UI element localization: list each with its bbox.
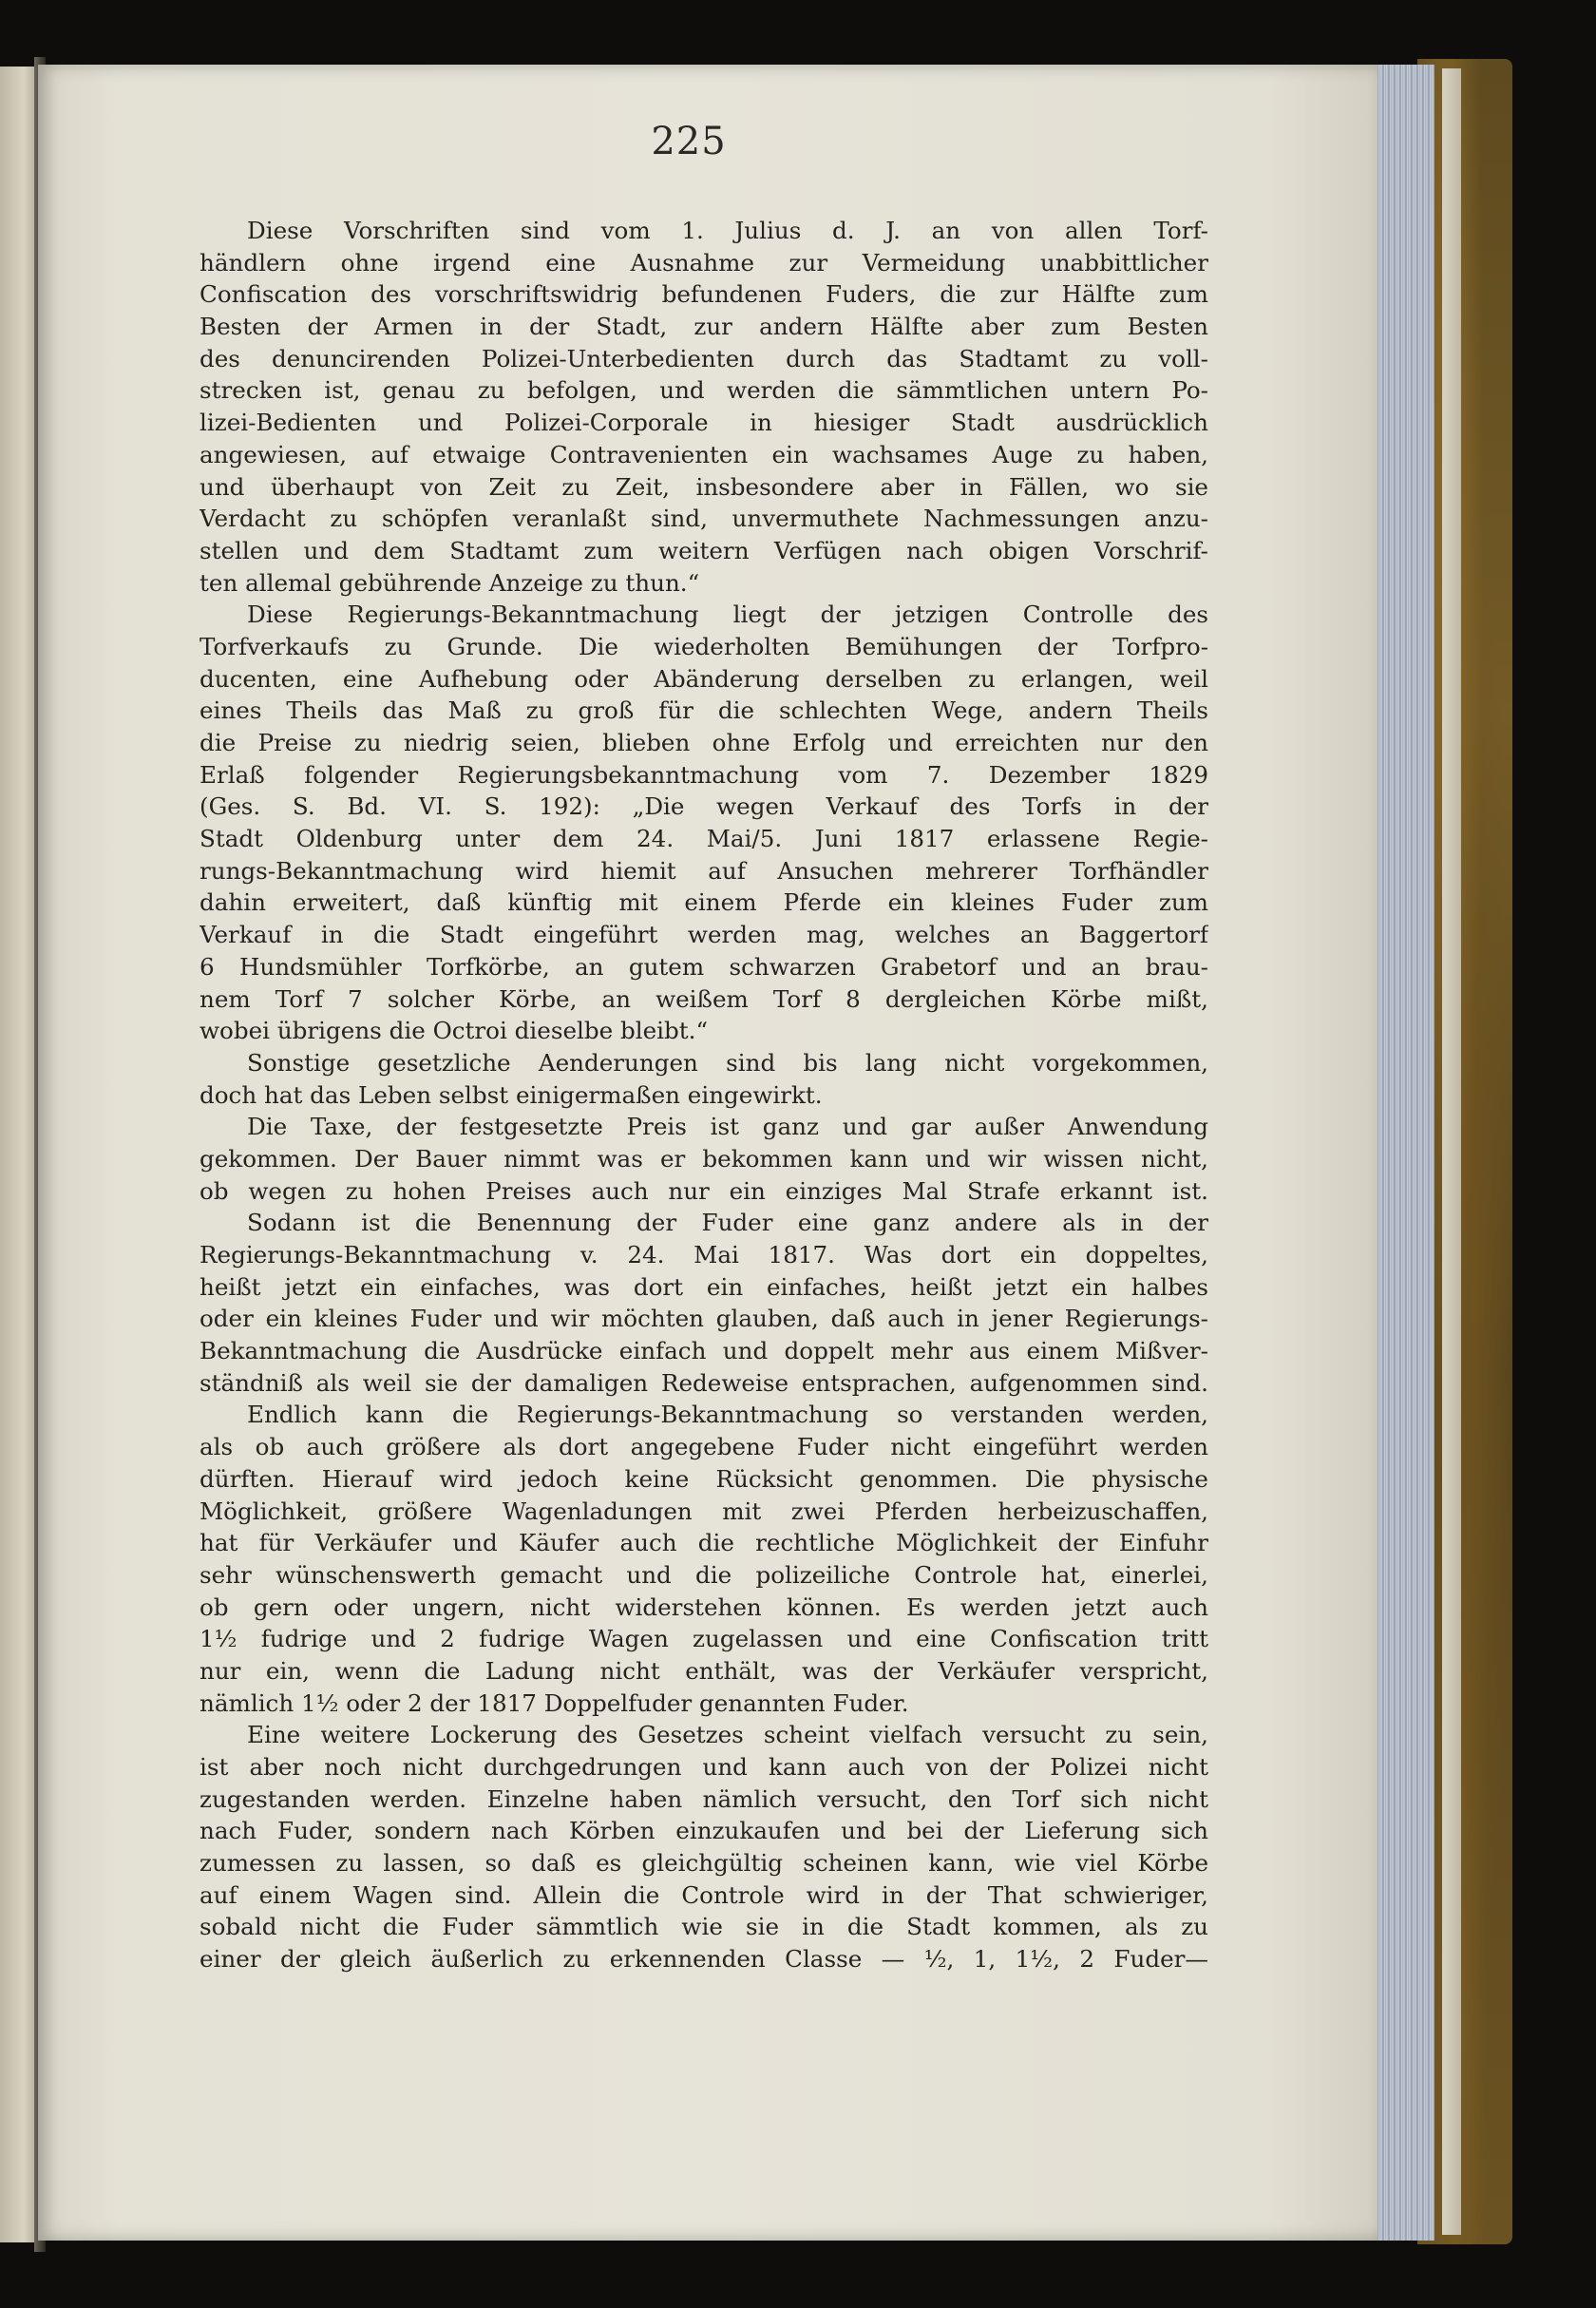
text-line: Endlich kann die Regierungs-Bekanntmachung so verstanden werden, bbox=[247, 1401, 1208, 1429]
text-line: und überhaupt von Zeit zu Zeit, insbesondere aber in Fällen, wo sie bbox=[200, 472, 1208, 501]
text-line: 6 Hundsmühler Torfkörbe, an gutem schwarzen Grabetorf und an brau- bbox=[200, 952, 1208, 981]
text-line: zumessen zu lassen, so daß es gleichgültig scheinen kann, wie viel Körbe bbox=[200, 1849, 1208, 1878]
text-line: Sodann ist die Benennung der Fuder eine ganz andere als in der bbox=[247, 1209, 1208, 1237]
cover-inner-edge bbox=[1442, 68, 1461, 2235]
text-line: als ob auch größere als dort angegebene Fuder nicht eingeführt werden bbox=[200, 1433, 1208, 1461]
text-line: ist aber noch nicht durchgedrungen und kann auch von der Polizei nicht bbox=[200, 1753, 1208, 1781]
text-line: gekommen. Der Bauer nimmt was er bekommen kann und wir wissen nicht, bbox=[200, 1144, 1208, 1173]
text-line: zugestanden werden. Einzelne haben nämlich versucht, den Torf sich nicht bbox=[200, 1784, 1208, 1813]
text-line: Bekanntmachung die Ausdrücke einfach und doppelt mehr aus einem Mißver- bbox=[200, 1337, 1208, 1365]
page-number: 225 bbox=[651, 120, 727, 163]
text-line: händlern ohne irgend eine Ausnahme zur Vermeidung unabbittlicher bbox=[200, 248, 1208, 277]
text-line: strecken ist, genau zu befolgen, und werden die sämmtlichen untern Po- bbox=[200, 376, 1208, 405]
text-line: Eine weitere Lockerung des Gesetzes scheint vielfach versucht zu sein, bbox=[247, 1721, 1208, 1749]
text-line: doch hat das Leben selbst einigermaßen eingewirkt. bbox=[200, 1080, 823, 1109]
text-line: Verkauf in die Stadt eingeführt werden mag, welches an Baggertorf bbox=[200, 921, 1208, 949]
text-line: Diese Regierungs-Bekanntmachung liegt der jetzigen Controlle des bbox=[247, 601, 1208, 629]
text-line: ducenten, eine Aufhebung oder Abänderung derselben zu erlangen, weil bbox=[200, 664, 1208, 693]
body-text bbox=[200, 215, 1208, 1975]
page-block-edges bbox=[1374, 65, 1434, 2241]
text-line: dahin erweitert, daß künftig mit einem Pferde ein kleines Fuder zum bbox=[200, 888, 1208, 917]
text-line: heißt jetzt ein einfaches, was dort ein einfaches, heißt jetzt ein halbes bbox=[200, 1272, 1208, 1301]
text-line: Sonstige gesetzliche Aenderungen sind bis lang nicht vorgekommen, bbox=[247, 1048, 1208, 1077]
text-line: des denuncirenden Polizei-Unterbedienten durch das Stadtamt zu voll- bbox=[200, 344, 1208, 372]
text-line: (Ges. S. Bd. VI. S. 192): „Die wegen Verkauf des Torfs in der bbox=[200, 792, 1208, 821]
text-line: Möglichkeit, größere Wagenladungen mit zwei Pferden herbeizuschaffen, bbox=[200, 1497, 1208, 1525]
text-line: Besten der Armen in der Stadt, zur andern Hälfte aber zum Besten bbox=[200, 313, 1208, 341]
text-line: nur ein, wenn die Ladung nicht enthält, was der Verkäufer verspricht, bbox=[200, 1656, 1208, 1685]
text-line: Torfverkaufs zu Grunde. Die wiederholten Bemühungen der Torfpro- bbox=[200, 632, 1208, 660]
text-line: hat für Verkäufer und Käufer auch die rechtliche Möglichkeit der Einfuhr bbox=[200, 1529, 1208, 1557]
text-line: nach Fuder, sondern nach Körben einzukaufen und bei der Lieferung sich bbox=[200, 1817, 1208, 1845]
text-line: Die Taxe, der festgesetzte Preis ist ganz und gar außer Anwendung bbox=[247, 1113, 1208, 1141]
text-line: Verdacht zu schöpfen veranlaßt sind, unvermuthete Nachmessungen anzu- bbox=[200, 505, 1208, 533]
text-line: Diese Vorschriften sind vom 1. Julius d. J. an von allen Torf- bbox=[247, 217, 1208, 244]
text-line: Confiscation des vorschriftswidrig befundenen Fuders, die zur Hälfte zum bbox=[200, 280, 1208, 309]
text-line: rungs-Bekanntmachung wird hiemit auf Ansuchen mehrerer Torfhändler bbox=[200, 856, 1208, 885]
text-line: sehr wünschenswerth gemacht und die polizeiliche Controle hat, einerlei, bbox=[200, 1560, 1208, 1589]
text-line: ten allemal gebührende Anzeige zu thun.“ bbox=[200, 568, 700, 597]
text-line: ständniß als weil sie der damaligen Redeweise entsprachen, aufgenommen sind. bbox=[200, 1368, 1208, 1397]
text-line: auf einem Wagen sind. Allein die Controle wird in der That schwieriger, bbox=[200, 1880, 1208, 1909]
text-line: die Preise zu niedrig seien, blieben ohne Erfolg und erreichten nur den bbox=[200, 729, 1208, 756]
text-line: einer der gleich äußerlich zu erkennenden Classe — ½, 1, 1½, 2 Fuder— bbox=[200, 1945, 1208, 1974]
text-line: dürften. Hierauf wird jedoch keine Rücksicht genommen. Die physische bbox=[200, 1464, 1208, 1493]
text-line: 1½ fudrige und 2 fudrige Wagen zugelassen und eine Confiscation tritt bbox=[200, 1625, 1208, 1653]
text-line: Regierungs-Bekanntmachung v. 24. Mai 1817. Was dort ein doppeltes, bbox=[200, 1241, 1208, 1268]
text-line: Stadt Oldenburg unter dem 24. Mai/5. Juni 1817 erlassene Regie- bbox=[200, 825, 1208, 853]
text-line: nämlich 1½ oder 2 der 1817 Doppelfuder genannten Fuder. bbox=[200, 1688, 909, 1717]
text-line: stellen und dem Stadtamt zum weitern Verfügen nach obigen Vorschrif- bbox=[200, 536, 1208, 564]
text-line: sobald nicht die Fuder sämmtlich wie sie in die Stadt kommen, als zu bbox=[200, 1913, 1208, 1941]
text-line: nem Torf 7 solcher Körbe, an weißem Torf 8 dergleichen Körbe mißt, bbox=[200, 984, 1208, 1013]
text-line: oder ein kleines Fuder und wir möchten glauben, daß auch in jener Regierungs- bbox=[200, 1305, 1208, 1333]
text-line: ob wegen zu hohen Preises auch nur ein einziges Mal Strafe erkannt ist. bbox=[200, 1176, 1208, 1205]
text-line: Erlaß folgender Regierungsbekanntmachung vom 7. Dezember 1829 bbox=[200, 760, 1208, 789]
text-line: eines Theils das Maß zu groß für die schlechten Wege, andern Theils bbox=[200, 696, 1208, 725]
text-line: lizei-Bedienten und Polizei-Corporale in hiesiger Stadt ausdrücklich bbox=[200, 409, 1208, 437]
text-line: wobei übrigens die Octroi dieselbe bleibt.“ bbox=[200, 1017, 709, 1045]
text-line: angewiesen, auf etwaige Contravenienten ein wachsames Auge zu haben, bbox=[200, 440, 1208, 468]
text-line: ob gern oder ungern, nicht widerstehen können. Es werden jetzt auch bbox=[200, 1593, 1208, 1621]
